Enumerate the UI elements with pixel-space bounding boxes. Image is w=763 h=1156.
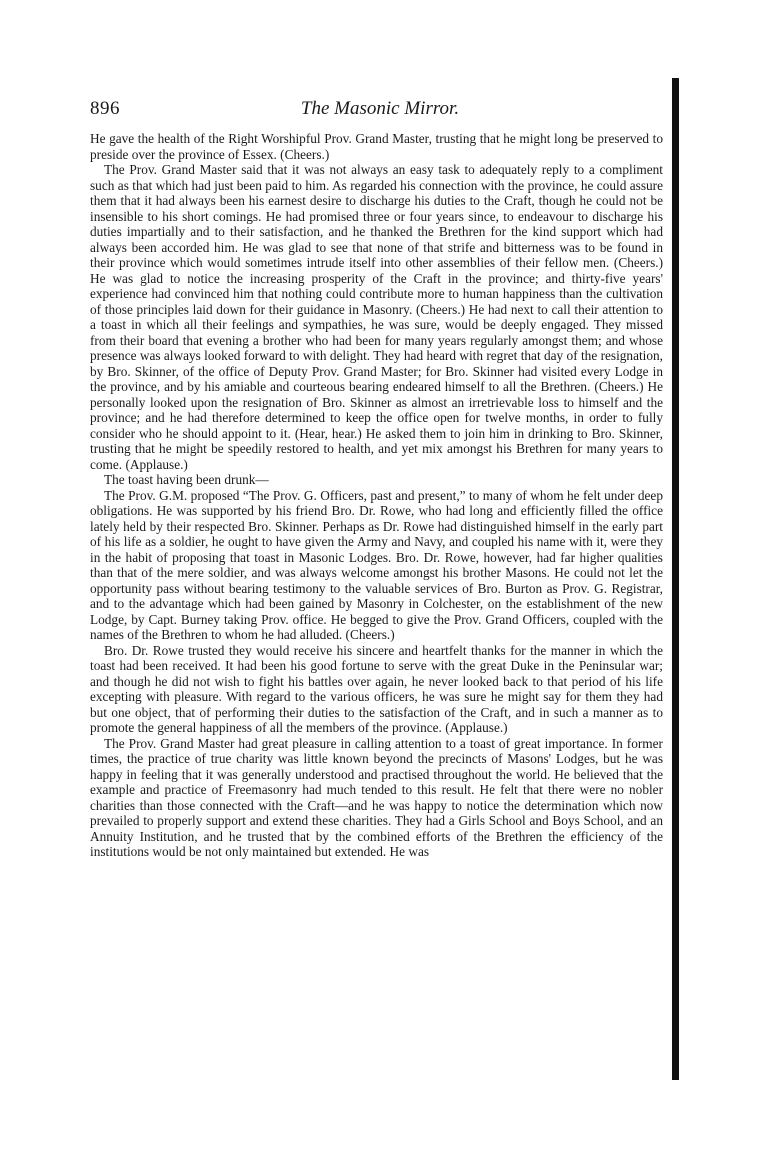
paragraph: The Prov. G.M. proposed “The Prov. G. Officers, past and present,” to many of whom he felt under deep obligations. He was supported by his friend Bro. Dr. Rowe, who had long and efficiently filled the office lately held by their respected Bro. Skinner. Perhaps as Dr. Rowe had distinguished himself in the early part of his life as a soldier, he ought to have given the Army and Navy, and coupled his name with it, were they in the habit of proposing that toast in Masonic Lodges. Bro. Dr. Rowe, however, had far higher qualities than that of the mere soldier, and was always welcome amongst his brother Masons. He could not let the opportunity pass without bearing testimony to the valuable services of Bro. Burton as Prov. G. Registrar, and to the advantage which had been gained by Masonry in Colchester, on the establishment of the new Lodge, by Capt. Burney taking Prov. office. He begged to give the Prov. Grand Officers, coupled with the names of the Brethren to whom he had alluded. (Cheers.)	[90, 487, 663, 642]
article-body	[90, 131, 663, 1066]
page-number: 896	[90, 98, 120, 119]
paragraph: The Prov. Grand Master said that it was not always an easy task to adequately reply to a compliment such as that which had just been paid to him. As regarded his connection with the province, he could assure them that it had always been his earnest desire to discharge his duties to the Craft, though he could not be insensible to his short comings. He had promised three or four years since, to endeavour to discharge his duties impartially and to their satisfaction, and he thanked the Brethren for the kind support which had always been accorded him. He was glad to see that none of that strife and bitterness was to be found in their province which would sometimes intrude itself into other assemblies of their fellow men. (Cheers.) He was glad to notice the increasing prosperity of the Craft in the province; and thirty-five years' experience had convinced him that nothing could contribute more to human happiness than the cultivation of those principles laid down for their guidance in Masonry. (Cheers.) He had next to call their attention to a toast in which all their feelings and sympathies, he was sure, would be deeply engaged. They missed from their board that evening a brother who had been for many years regularly amongst them; and whose presence was always looked forward to with delight. They had heard with regret that day of the resignation, by Bro. Skinner, of the office of Deputy Prov. Grand Master; for Bro. Skinner had visited every Lodge in the province, and by his amiable and courteous bearing endeared himself to all the Brethren. (Cheers.) He personally looked upon the resignation of Bro. Skinner as almost an irretrievable loss to himself and the province; and he had therefore determined to keep the office open for twelve months, in order to fully consider who he should appoint to it. (Hear, hear.) He asked them to join him in drinking to Bro. Skinner, trusting that he might be speedily restored to health, and yet mix amongst his Brethren for many years to come. (Applause.)	[90, 162, 663, 472]
paragraph: Bro. Dr. Rowe trusted they would receive his sincere and heartfelt thanks for the manner in which the toast had been received. It had been his good fortune to serve with the great Duke in the Peninsular war; and though he did not wish to fight his battles over again, he never looked back to that period of his life excepting with pleasure. With regard to the various officers, he was sure he might say for them they had but one object, that of performing their duties to the satisfaction of the Craft, and in such a manner as to promote the general happiness of all the members of the province. (Applause.)	[90, 642, 663, 735]
running-title: The Masonic Mirror.	[300, 98, 460, 119]
paragraph: The Prov. Grand Master had great pleasure in calling attention to a toast of great importance. In former times, the practice of true charity was little known beyond the precincts of Masons' Lodges, but he was happy in feeling that it was generally understood and practised throughout the world. He believed that the example and practice of Freemasonry had much tended to this result. He felt that there were no nobler charities than those connected with the Craft—and he was happy to notice the determination which now prevailed to properly support and extend these charities. They had a Girls School and Boys School, and an Annuity Institution, and he trusted that by the combined efforts of the Brethren the efficiency of the institutions would be not only maintained but extended. He was	[90, 735, 663, 859]
scan-edge-bar	[672, 78, 679, 1080]
page-header	[90, 98, 665, 122]
paragraph: The toast having been drunk—	[104, 472, 269, 487]
paragraph: He gave the health of the Right Worshipful Prov. Grand Master, trusting that he might long be preserved to preside over the province of Essex. (Cheers.)	[90, 131, 663, 162]
